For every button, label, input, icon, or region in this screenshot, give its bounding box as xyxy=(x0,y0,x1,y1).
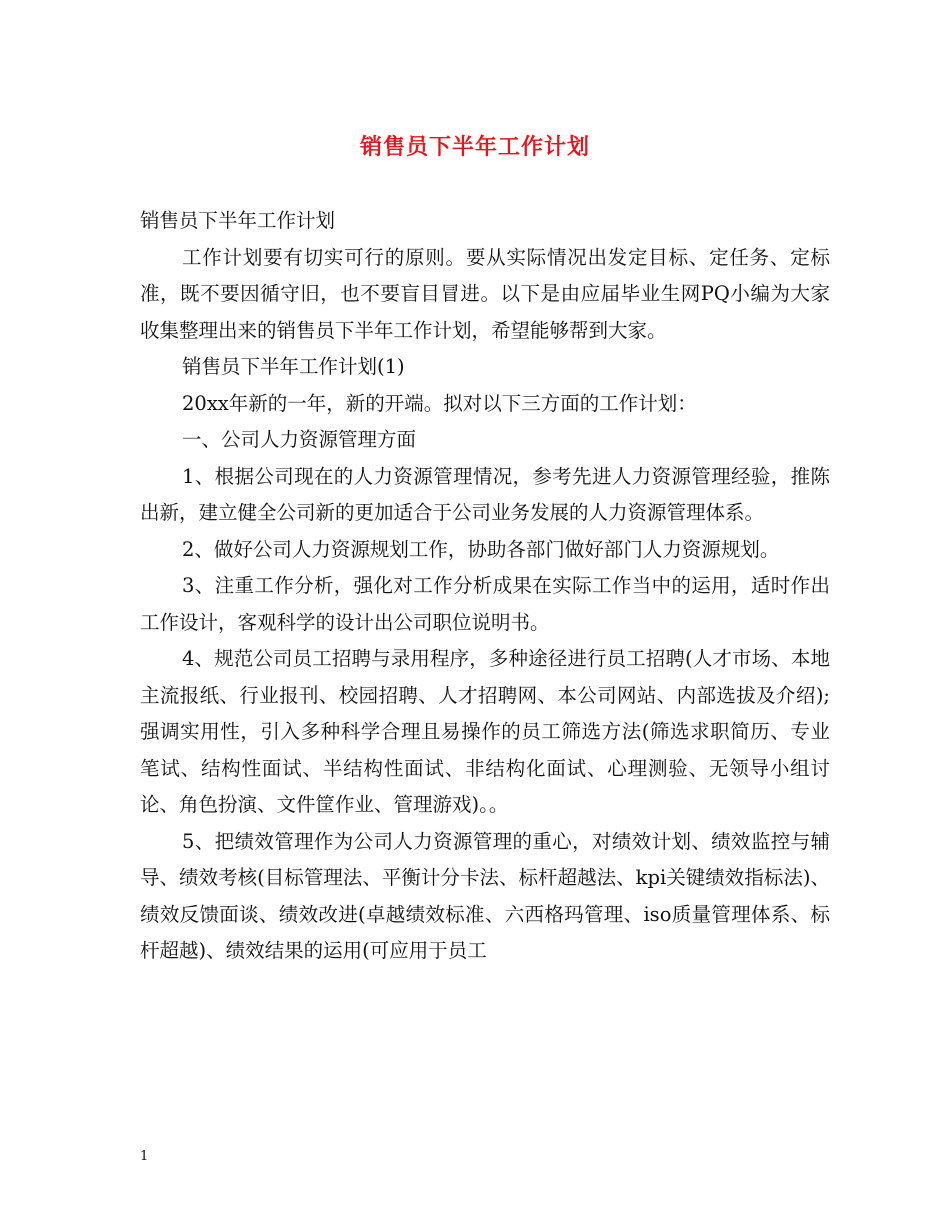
document-body xyxy=(140,203,830,970)
document-title: 销售员下半年工作计划 xyxy=(359,134,590,160)
paragraph-intro: 工作计划要有切实可行的原则。要从实际情况出发定目标、定任务、定标准，既不要因循守旧，也不要盲目冒进。以下是由应届毕业生网PQ小编为大家收集整理出来的销售员下半年工作计划，希望能够帮到大家。 xyxy=(140,245,830,342)
paragraph-item-5: 5、把绩效管理作为公司人力资源管理的重心，对绩效计划、绩效监控与辅导、绩效考核(目标管理法、平衡计分卡法、标杆超越法、kpi关键绩效指标法)、绩效反馈面谈、绩效改进(卓越绩效标准、六西格玛管理、iso质量管理体系、标杆超越)、绩效结果的运用(可应用于员工 xyxy=(140,829,830,962)
paragraph-overview: 20xx年新的一年，新的开端。拟对以下三方面的工作计划： xyxy=(182,391,697,415)
page-number: 1 xyxy=(140,1149,149,1164)
paragraph-item-2: 2、做好公司人力资源规划工作，协助各部门做好部门人力资源规划。 xyxy=(182,537,780,561)
paragraph-section-title: 销售员下半年工作计划(1) xyxy=(182,355,405,378)
paragraph-item-3: 3、注重工作分析，强化对工作分析成果在实际工作当中的运用，适时作出工作设计，客观科学的设计出公司职位说明书。 xyxy=(140,574,830,634)
paragraph-item-1: 1、根据公司现在的人力资源管理情况，参考先进人力资源管理经验，推陈出新，建立健全公司新的更加适合于公司业务发展的人力资源管理体系。 xyxy=(140,464,830,524)
paragraph-item-4: 4、规范公司员工招聘与录用程序，多种途径进行员工招聘(人才市场、本地主流报纸、行业报刊、校园招聘、人才招聘网、本公司网站、内部选拔及介绍);强调实用性，引入多种科学合理且易操作的员工筛选方法(筛选求职简历、专业笔试、结构性面试、半结构性面试、非结构化面试、心理测验、无领导小组讨论、角色扮演、文件筐作业、管理游戏)。。 xyxy=(140,647,830,816)
paragraph-part-one: 一、公司人力资源管理方面 xyxy=(182,428,417,451)
paragraph-heading: 销售员下半年工作计划 xyxy=(140,209,336,232)
